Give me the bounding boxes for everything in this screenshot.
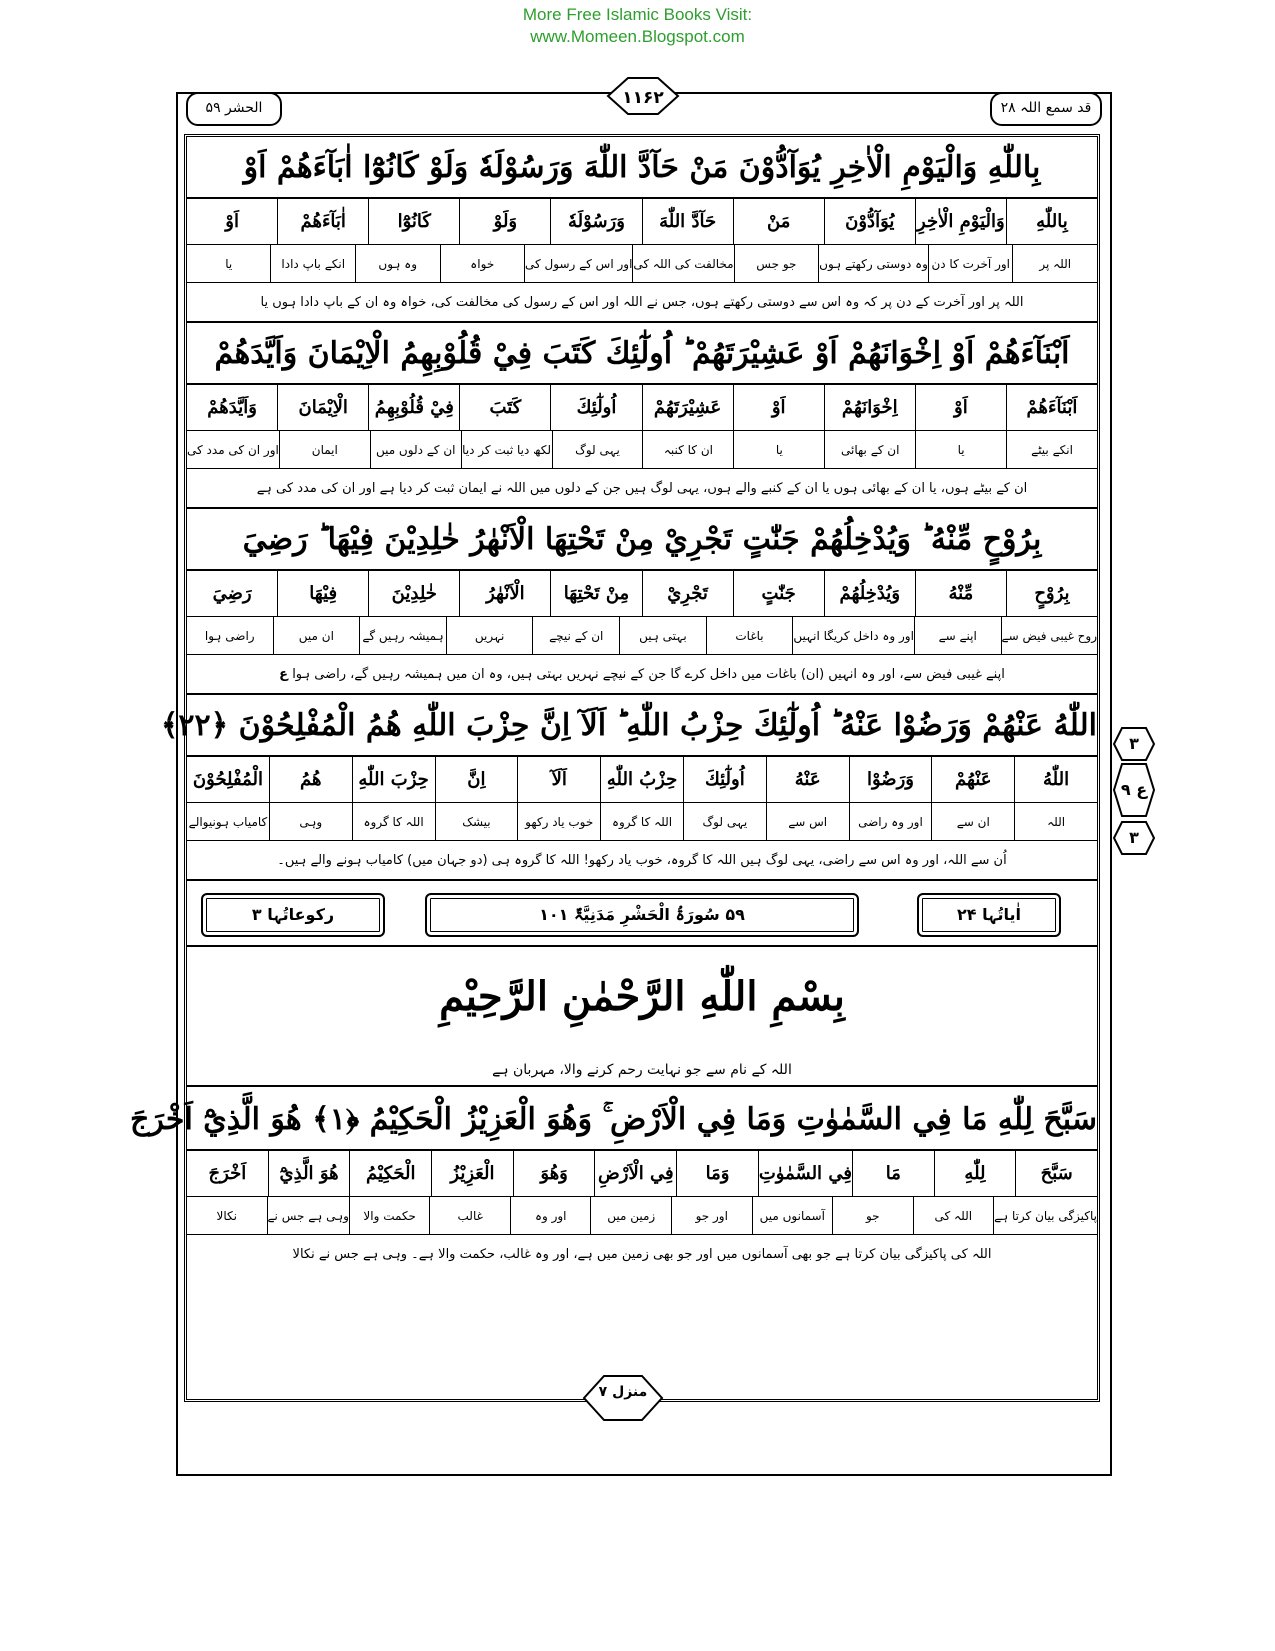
word: وَالْيَوْمِ الْاٰخِرِ bbox=[915, 199, 1006, 244]
meaning: روح غیبی فیض سے bbox=[1001, 617, 1097, 654]
ayat-count-plaque: اٰیاتُہا ۲۴ bbox=[917, 893, 1061, 937]
word: عَشِيْرَتَهُمْ bbox=[642, 385, 733, 430]
ayn-marker: ع bbox=[279, 667, 289, 682]
side-marker-top: ۳ bbox=[1114, 726, 1154, 762]
word: يُوَآدُّوْنَ bbox=[824, 199, 915, 244]
meaning: کامیاب ہونیوالے bbox=[188, 815, 268, 829]
surah-name-plaque: ۵۹ سُورَۃُ الْحَشْرِ مَدَنِیَّۃٌ ۱۰۱ bbox=[425, 893, 859, 937]
word: حِزْبَ اللّٰهِ bbox=[352, 757, 435, 802]
page-number-text: ۱۱۶۲ bbox=[622, 88, 664, 108]
meaning: بہتی ہیں bbox=[619, 617, 706, 654]
meaning: خواہ bbox=[440, 245, 525, 282]
meaning: ان کے دلوں میں bbox=[370, 431, 461, 468]
meaning-row bbox=[187, 617, 1097, 655]
word: فِي السَّمٰوٰتِ bbox=[758, 1151, 852, 1196]
translation-line: اُن سے اللہ، اور وہ اس سے راضی، یہی لوگ ہیں اللہ کا گروہ، خوب یاد رکھو! اللہ کا گروہ ہی (دو جہان میں) کامیاب ہونے والے ہیں۔ bbox=[187, 841, 1097, 881]
meaning: اور ان کی مدد کی bbox=[187, 443, 279, 457]
promo-line-2[interactable]: www.Momeen.Blogspot.com bbox=[530, 27, 745, 46]
content-border bbox=[129, 134, 1100, 1402]
meaning: باغات bbox=[706, 617, 793, 654]
verse-section-2 bbox=[187, 323, 1097, 509]
word-row bbox=[187, 1151, 1097, 1197]
verse-section-5 bbox=[129, 1089, 1097, 1275]
meaning: اللہ bbox=[1014, 803, 1097, 840]
meaning: وہی bbox=[269, 803, 352, 840]
meaning: اللہ کا گروہ bbox=[600, 803, 683, 840]
word: هُمُ bbox=[269, 757, 352, 802]
verse-section-1 bbox=[187, 137, 1097, 323]
word: وَيُدْخِلُهُمْ bbox=[824, 571, 915, 616]
word: حَآدَّ اللّٰهَ bbox=[642, 199, 733, 244]
word: مِّنْهُ bbox=[915, 571, 1006, 616]
word-row bbox=[187, 571, 1097, 617]
meaning: ان کا کنبہ bbox=[642, 431, 733, 468]
juz-header-box: قد سمع اللہ ۲۸ bbox=[990, 92, 1102, 126]
translation-line: اللہ کی پاکیزگی بیان کرتا ہے جو بھی آسمانوں میں اور جو بھی زمین میں ہے، اور وہ غالب، حکمت والا ہے۔ وہی ہے جس نے نکالا bbox=[292, 1247, 992, 1262]
word: هُوَ الَّذِيْٓ bbox=[268, 1151, 350, 1196]
word: وَرَضُوْا bbox=[849, 757, 932, 802]
surah-title-row bbox=[187, 883, 1097, 947]
meaning: نکالا bbox=[216, 1209, 237, 1223]
word: الْاَنْهٰرُ bbox=[459, 571, 550, 616]
verse-section-4 bbox=[160, 695, 1097, 881]
meaning: اور آخرت کا دن bbox=[928, 245, 1013, 282]
word: وَهُوَ bbox=[513, 1151, 595, 1196]
meaning: ان کے نیچے bbox=[532, 617, 619, 654]
word: اَبْنَآءَهُمْ bbox=[1006, 385, 1097, 430]
meaning-row bbox=[187, 245, 1097, 283]
meaning-row bbox=[187, 431, 1097, 469]
meaning: ہمیشہ رہیں گے bbox=[359, 617, 446, 654]
arabic-line: بِاللّٰهِ وَالْيَوْمِ الْاٰخِرِ يُوَآدُّوْنَ مَنْ حَآدَّ اللّٰهَ وَرَسُوْلَهٗ وَلَوْ كَانُوْٓا اٰبَآءَهُمْ اَوْ bbox=[187, 137, 1097, 199]
word: مَنْ bbox=[733, 199, 824, 244]
word-row bbox=[187, 385, 1097, 431]
word: لِلّٰهِ bbox=[934, 1151, 1016, 1196]
word: تَجْرِيْ bbox=[642, 571, 733, 616]
word: الْحَكِيْمُ bbox=[349, 1151, 431, 1196]
meaning: حکمت والا bbox=[349, 1197, 430, 1234]
word: اٰبَآءَهُمْ bbox=[277, 199, 368, 244]
word: الْمُفْلِحُوْنَ bbox=[192, 769, 264, 790]
meaning: ان کے بھائی bbox=[824, 431, 915, 468]
word: بِاللّٰهِ bbox=[1006, 199, 1097, 244]
meaning: یہی لوگ bbox=[552, 431, 643, 468]
meaning: اور اس کے رسول کی bbox=[524, 245, 632, 282]
word: فِيْهَا bbox=[277, 571, 368, 616]
word: اَوْ bbox=[915, 385, 1006, 430]
meaning: اور وہ راضی bbox=[849, 803, 932, 840]
basmala: بِسْمِ اللّٰهِ الرَّحْمٰنِ الرَّحِيْمِ bbox=[439, 973, 845, 1020]
word: اُولٰٓئِكَ bbox=[550, 385, 641, 430]
meaning: یا bbox=[733, 431, 824, 468]
meaning: وہی ہے جس نے bbox=[267, 1197, 349, 1234]
word: فِي الْاَرْضِ bbox=[594, 1151, 676, 1196]
surah-header-box: الحشر ۵۹ bbox=[186, 92, 282, 126]
word: فِيْ قُلُوْبِهِمُ bbox=[368, 385, 459, 430]
meaning-row bbox=[187, 1197, 1097, 1235]
meaning: پاکیزگی بیان کرتا ہے bbox=[993, 1197, 1097, 1234]
meaning: یا bbox=[915, 431, 1006, 468]
meaning: اللہ پر bbox=[1012, 245, 1097, 282]
word-row bbox=[187, 199, 1097, 245]
meaning: آسمانوں میں bbox=[752, 1197, 833, 1234]
word: بِرُوْحٍ bbox=[1006, 571, 1097, 616]
meaning: اور وہ داخل کریگا انہیں bbox=[792, 617, 914, 654]
meaning: اور جو bbox=[671, 1197, 752, 1234]
meaning: غالب bbox=[429, 1197, 510, 1234]
word: اَوْ bbox=[225, 211, 239, 232]
side-marker-middle: ع ۹ bbox=[1114, 762, 1154, 818]
meaning: نہریں bbox=[446, 617, 533, 654]
word: اِنَّ bbox=[435, 757, 518, 802]
word: عَنْهُمْ bbox=[931, 757, 1014, 802]
word: مَا bbox=[852, 1151, 934, 1196]
word: جَنّٰتٍ bbox=[733, 571, 824, 616]
manzil-text: منزل ۷ bbox=[598, 1384, 648, 1400]
meaning: ان میں bbox=[273, 617, 360, 654]
word: الْاِيْمَانَ bbox=[277, 385, 368, 430]
word: وَاَيَّدَهُمْ bbox=[207, 397, 257, 418]
word-row bbox=[187, 757, 1097, 803]
word: اللّٰهُ bbox=[1014, 757, 1097, 802]
word: وَرَسُوْلَهٗ bbox=[550, 199, 641, 244]
word: اَخْرَجَ bbox=[208, 1163, 247, 1184]
manzil-marker bbox=[578, 1372, 668, 1424]
meaning: راضی ہوا bbox=[204, 629, 255, 643]
arabic-line: سَبَّحَ لِلّٰهِ مَا فِي السَّمٰوٰتِ وَمَا فِي الْاَرْضِ ۚ وَهُوَ الْعَزِيْزُ الْحَكِيْمُ ﴿۱﴾ هُوَ الَّذِيْٓ اَخْرَجَ bbox=[187, 1089, 1097, 1151]
word: سَبَّحَ bbox=[1015, 1151, 1097, 1196]
word: رَضِيَ bbox=[212, 583, 252, 604]
word: مِنْ تَحْتِهَا bbox=[550, 571, 641, 616]
word: اَلَآ bbox=[517, 757, 600, 802]
word: حِزْبُ اللّٰهِ bbox=[600, 757, 683, 802]
word: اَوْ bbox=[733, 385, 824, 430]
translation-line: اپنے غیبی فیض سے، اور وہ انہیں (ان) باغات میں داخل کرے گا جن کے نیچے نہریں بہتی ہیں، وہ ان میں ہمیشہ رہیں گے، راضی ہوا ع bbox=[187, 655, 1097, 695]
meaning: جو جس bbox=[734, 245, 819, 282]
page-frame bbox=[129, 88, 1148, 1476]
meaning: انکے باپ دادا bbox=[270, 245, 355, 282]
meaning: وہ ہوں bbox=[355, 245, 440, 282]
meaning-row bbox=[187, 803, 1097, 841]
translation-line: ان کے بیٹے ہوں، یا ان کے بھائی ہوں یا ان کے کنبے والے ہوں، یہی لوگ ہیں جن کے دلوں میں اللہ نے ایمان ثبت کر دیا ہے اور ان کی مدد کی ہے bbox=[187, 469, 1097, 509]
word: اِخْوَانَهُمْ bbox=[824, 385, 915, 430]
arabic-line: اللّٰهُ عَنْهُمْ وَرَضُوْا عَنْهُ ؕ اُولٰٓئِكَ حِزْبُ اللّٰهِ ؕ اَلَآ اِنَّ حِزْبَ اللّٰهِ هُمُ الْمُفْلِحُوْنَ ﴿۲۲﴾ bbox=[187, 695, 1097, 757]
word: اُولٰٓئِكَ bbox=[683, 757, 766, 802]
word: وَمَا bbox=[676, 1151, 758, 1196]
promo-banner bbox=[0, 4, 1275, 48]
arabic-line: بِرُوْحٍ مِّنْهُ ؕ وَيُدْخِلُهُمْ جَنّٰتٍ تَجْرِيْ مِنْ تَحْتِهَا الْاَنْهٰرُ خٰلِدِيْنَ فِيْهَا ؕ رَضِيَ bbox=[187, 509, 1097, 571]
word: كَتَبَ bbox=[459, 385, 550, 430]
word: خٰلِدِيْنَ bbox=[368, 571, 459, 616]
arabic-line: اَبْنَآءَهُمْ اَوْ اِخْوَانَهُمْ اَوْ عَشِيْرَتَهُمْ ؕ اُولٰٓئِكَ كَتَبَ فِيْ قُلُوْبِهِمُ الْاِيْمَانَ وَاَيَّدَهُمْ bbox=[187, 323, 1097, 385]
word: كَانُوْٓا bbox=[368, 199, 459, 244]
meaning: جو bbox=[832, 1197, 913, 1234]
meaning: اللہ کا گروہ bbox=[352, 803, 435, 840]
side-marker-bottom: ۳ bbox=[1114, 820, 1154, 856]
meaning: اپنے سے bbox=[914, 617, 1001, 654]
verse-section-3 bbox=[187, 509, 1097, 695]
meaning: انکے بیٹے bbox=[1006, 431, 1097, 468]
meaning: بیشک bbox=[435, 803, 518, 840]
meaning: ایمان bbox=[279, 431, 370, 468]
basmala-translation: اللہ کے نام سے جو نہایت رحم کرنے والا، مہربان ہے bbox=[187, 1055, 1097, 1087]
meaning: خوب یاد رکھو bbox=[517, 803, 600, 840]
word: وَلَوْ bbox=[459, 199, 550, 244]
meaning: اور وہ bbox=[510, 1197, 591, 1234]
word: الْعَزِيْزُ bbox=[431, 1151, 513, 1196]
translation-line: اللہ پر اور آخرت کے دن پر کہ وہ اس سے دوستی رکھتے ہوں، جس نے اللہ اور اس کے رسول کی مخالفت کی، خواہ وہ ان کے باپ دادا ہوں یا bbox=[187, 283, 1097, 323]
meaning: یا bbox=[225, 257, 233, 271]
meaning: مخالفت کی اللہ کی bbox=[632, 245, 733, 282]
meaning: یہی لوگ bbox=[683, 803, 766, 840]
promo-line-1: More Free Islamic Books Visit: bbox=[522, 5, 753, 24]
meaning: زمین میں bbox=[590, 1197, 671, 1234]
meaning: اس سے bbox=[766, 803, 849, 840]
ruku-count-plaque: رکوعاتُہا ۳ bbox=[201, 893, 385, 937]
page-number bbox=[598, 74, 688, 118]
word: عَنْهُ bbox=[766, 757, 849, 802]
meaning: اللہ کی bbox=[913, 1197, 994, 1234]
meaning: وہ دوستی رکھتے ہوں bbox=[818, 245, 928, 282]
meaning: ان سے bbox=[931, 803, 1014, 840]
meaning: لکھ دیا ثبت کر دیا bbox=[461, 431, 552, 468]
